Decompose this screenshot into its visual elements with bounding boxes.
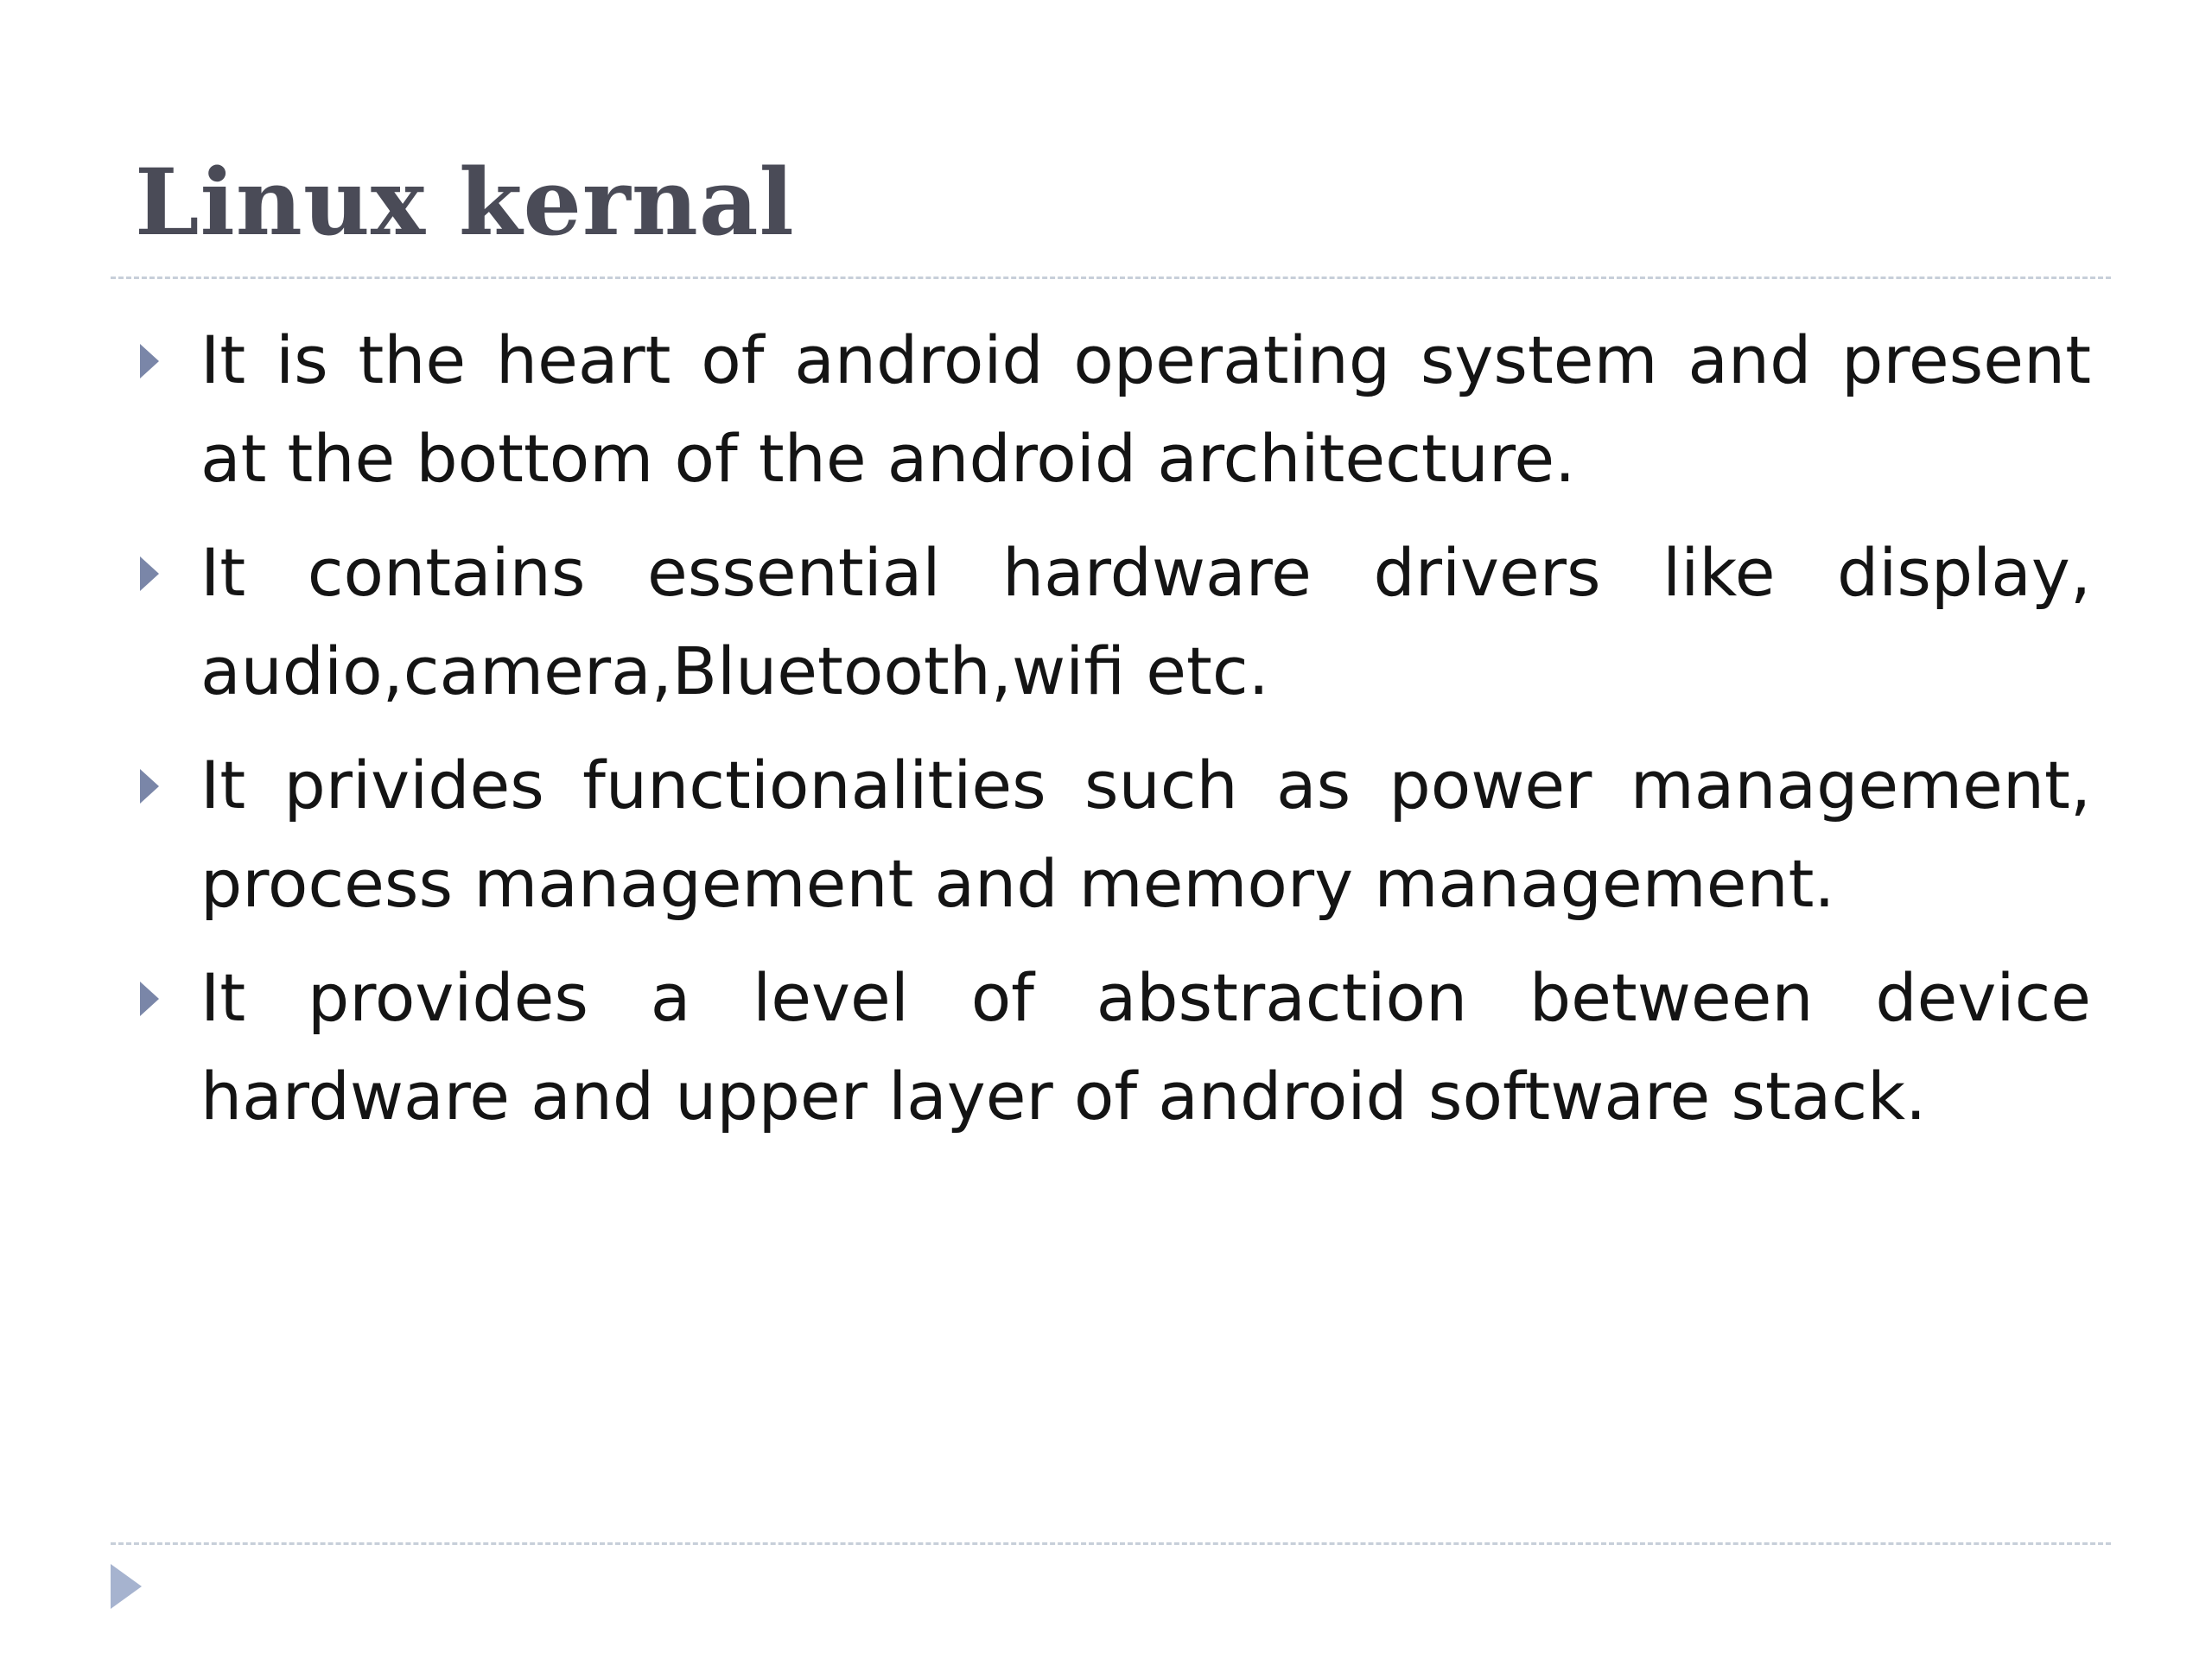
bullet-item [130,736,2091,933]
title-divider [111,276,2111,279]
triangle-right-icon [140,344,159,378]
bullet-text: It privides functionalities such as power management, process management and memory management. [200,747,2091,922]
bullet-item [130,524,2091,721]
triangle-right-icon [140,556,159,591]
slide-title: Linux kernal [135,148,795,256]
bullet-item [130,311,2091,508]
bullet-list [130,311,2091,1161]
footer-divider [111,1542,2111,1545]
footer-triangle-icon [111,1564,142,1609]
bullet-item [130,949,2091,1146]
triangle-right-icon [140,769,159,804]
bullet-text: It contains essential hardware drivers like display, audio,camera,Bluetooth,wifi etc. [200,534,2091,709]
triangle-right-icon [140,982,159,1016]
bullet-text: It is the heart of android operating system and present at the bottom of the android architecture. [200,321,2091,497]
bullet-text: It provides a level of abstraction between device hardware and upper layer of android software stack. [200,959,2091,1135]
